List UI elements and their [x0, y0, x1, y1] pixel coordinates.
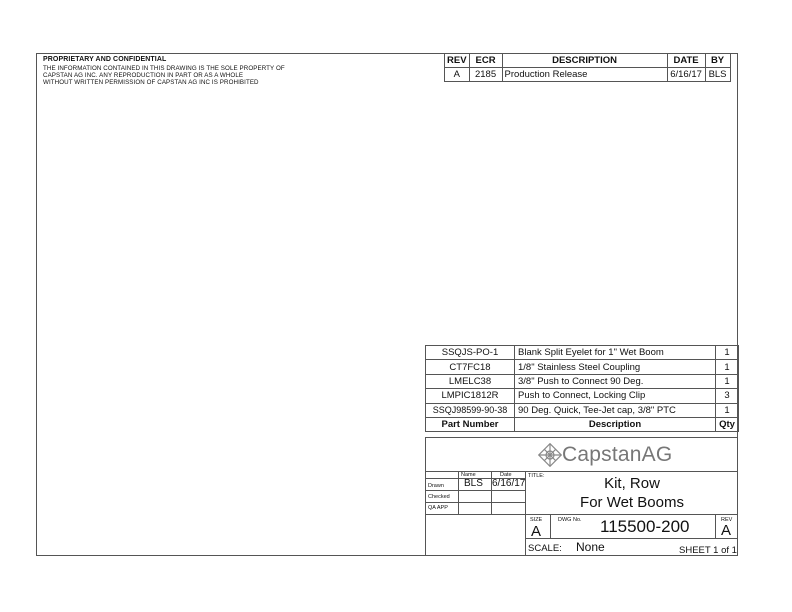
scale-label: SCALE:: [528, 543, 562, 554]
bom-header-row: [426, 417, 739, 431]
divider: [525, 514, 738, 515]
rev-header: REV: [445, 54, 470, 68]
proprietary-title: PROPRIETARY AND CONFIDENTIAL: [43, 56, 167, 63]
bom-part-number: CT7FC18: [426, 360, 515, 374]
divider: [425, 490, 525, 491]
bom-row: [426, 360, 739, 374]
revision-description: Production Release: [502, 68, 667, 82]
proprietary-notice: [43, 65, 343, 87]
revision-table: [444, 53, 731, 82]
bom-qty: 1: [716, 360, 739, 374]
bom-qty: 1: [716, 346, 739, 360]
rev-value: A: [721, 522, 732, 539]
company-logo: [538, 441, 678, 469]
drawn-date: 6/16/17: [492, 478, 526, 489]
bom-qty: 1: [716, 403, 739, 417]
description-header: Description: [515, 417, 716, 431]
divider: [715, 514, 716, 538]
bill-of-materials: [425, 345, 739, 432]
name-label: Name: [461, 472, 476, 478]
title-line: For Wet Booms: [580, 494, 684, 511]
dwg-label: DWG No.: [558, 517, 582, 523]
title-line: Kit, Row: [604, 475, 660, 492]
bom-description: 3/8" Push to Connect 90 Deg.: [515, 374, 716, 388]
bom-part-number: SSQJ98599-90-38: [426, 403, 515, 417]
size-label: SIZE: [530, 517, 543, 523]
ecr-header: ECR: [469, 54, 502, 68]
drawn-name: BLS: [464, 478, 483, 489]
qa-label: QA APP: [428, 505, 448, 511]
description-header: DESCRIPTION: [502, 54, 667, 68]
revision-by: BLS: [705, 68, 730, 82]
dwg-number: 115500-200: [600, 517, 690, 536]
revision-rev: A: [445, 68, 470, 82]
checked-label: Checked: [428, 494, 450, 500]
date-label: Date: [500, 472, 512, 478]
bom-description: Blank Split Eyelet for 1" Wet Boom: [515, 346, 716, 360]
divider: [525, 538, 738, 539]
proprietary-line: THE INFORMATION CONTAINED IN THIS DRAWING IS THE SOLE PROPERTY OF: [43, 65, 285, 72]
bom-part-number: LMPIC1812R: [426, 389, 515, 403]
bom-part-number: SSQJS-PO-1: [426, 346, 515, 360]
rev-label: REV: [721, 517, 733, 523]
bom-part-number: LMELC38: [426, 374, 515, 388]
by-header: BY: [705, 54, 730, 68]
part-number-header: Part Number: [426, 417, 515, 431]
revision-row: [445, 68, 731, 82]
title-label: TITLE:: [528, 473, 545, 479]
bom-row: [426, 346, 739, 360]
divider: [425, 514, 525, 515]
scale-value: None: [576, 540, 605, 554]
date-header: DATE: [667, 54, 705, 68]
divider: [550, 514, 551, 538]
bom-row: [426, 403, 739, 417]
bom-row: [426, 374, 739, 388]
bom-description: 90 Deg. Quick, Tee-Jet cap, 3/8" PTC: [515, 403, 716, 417]
proprietary-line: WITHOUT WRITTEN PERMISSION OF CAPSTAN AG INC IS PROHIBITED: [43, 79, 259, 87]
drawn-label: Drawn: [428, 483, 444, 489]
bom-description: Push to Connect, Locking Clip: [515, 389, 716, 403]
divider: [425, 502, 525, 503]
size-value: A: [531, 523, 542, 540]
qty-header: Qty: [716, 417, 739, 431]
bom-row: [426, 389, 739, 403]
drawing-title: [526, 474, 738, 512]
bom-qty: 1: [716, 374, 739, 388]
capstan-logo-icon: [538, 443, 562, 467]
revision-ecr: 2185: [469, 68, 502, 82]
revision-header-row: [445, 54, 731, 68]
sheet-number: SHEET 1 of 1: [679, 545, 737, 556]
bom-description: 1/8" Stainless Steel Coupling: [515, 360, 716, 374]
bom-qty: 3: [716, 389, 739, 403]
divider: [458, 471, 459, 514]
proprietary-line: CAPSTAN AG INC. ANY REPRODUCTION IN PART OR AS A WHOLE: [43, 72, 244, 80]
logo-wordmark: CapstanAG: [562, 443, 673, 466]
revision-date: 6/16/17: [667, 68, 705, 82]
